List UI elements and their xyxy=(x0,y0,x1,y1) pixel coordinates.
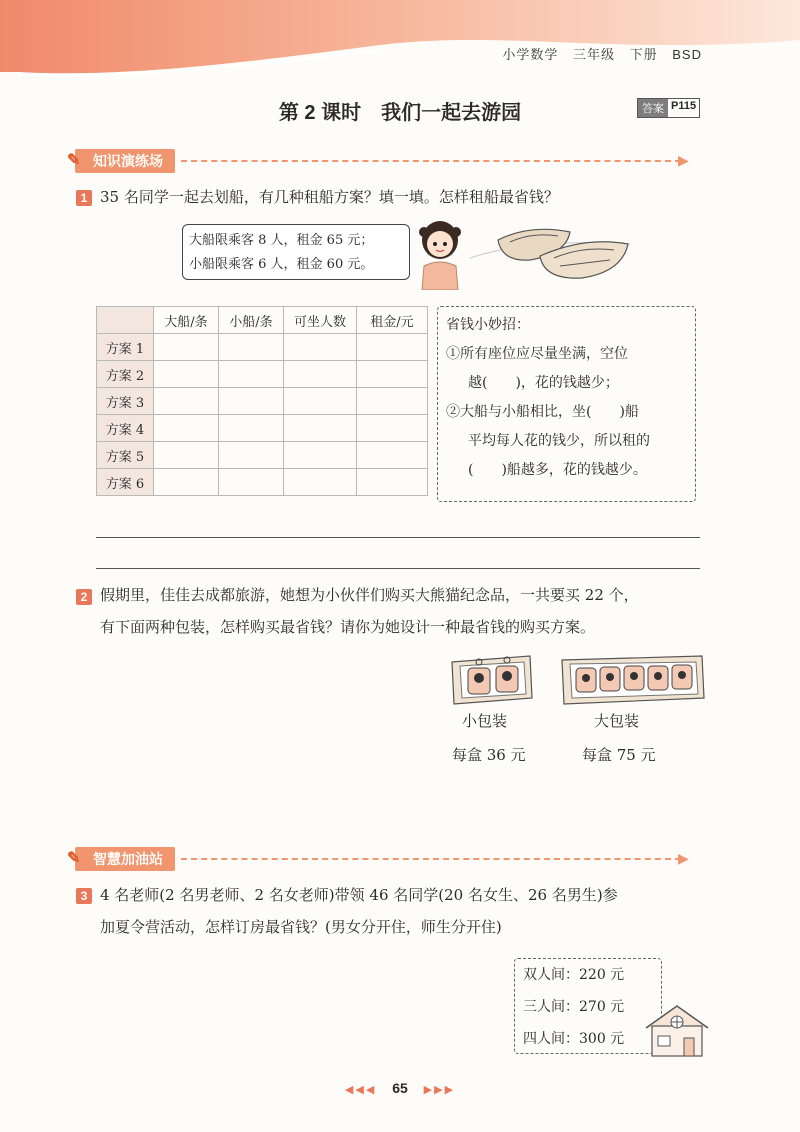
answer-reference xyxy=(637,98,700,118)
section-icon: ✎ xyxy=(67,152,81,169)
section-title-challenge: 智慧加油站 xyxy=(93,851,163,867)
subject-label: 小学数学 xyxy=(502,47,559,62)
answer-cell[interactable] xyxy=(219,442,284,469)
boats-illustration xyxy=(470,218,630,288)
page-number: 65 xyxy=(392,1080,408,1096)
question-3-line-1: 4 名老师(2 名男老师、2 名女老师)带领 46 名同学(20 名女生、26 名男生)参 xyxy=(100,886,618,904)
big-boat-rule: 大船限乘客 8 人，租金 65 元； xyxy=(189,233,374,248)
tip-line: 平均每人花的钱少，所以租的 xyxy=(468,433,650,449)
quad-room-price: 四人间：300 元 xyxy=(523,1031,625,1047)
girl-illustration xyxy=(410,218,470,290)
answer-label: 答案 xyxy=(638,99,668,117)
answer-cell[interactable] xyxy=(357,415,428,442)
answer-cell[interactable] xyxy=(284,442,357,469)
answer-cell[interactable] xyxy=(219,469,284,496)
answer-cell[interactable] xyxy=(357,469,428,496)
page-footer xyxy=(0,1080,800,1096)
header-cost: 租金/元 xyxy=(357,307,428,334)
tip-line: ①所有座位应尽量坐满，空位 xyxy=(446,346,628,362)
grade-label: 三年级 xyxy=(572,47,615,62)
answer-cell[interactable] xyxy=(154,334,219,361)
answer-cell[interactable] xyxy=(284,415,357,442)
answer-cell[interactable] xyxy=(357,361,428,388)
answer-page: P115 xyxy=(671,100,697,112)
section-banner-practice xyxy=(67,150,689,172)
house-illustration xyxy=(640,1002,714,1058)
answer-cell[interactable] xyxy=(154,361,219,388)
question-2-line-2: 有下面两种包装，怎样购买最省钱？请你为她设计一种最省钱的购买方案。 xyxy=(100,618,596,636)
table-corner xyxy=(97,307,154,334)
row-label: 方案 5 xyxy=(97,442,154,469)
small-boat-rule: 小船限乘客 6 人，租金 60 元。 xyxy=(189,257,374,272)
section-banner-challenge xyxy=(67,848,689,870)
answer-cell[interactable] xyxy=(154,415,219,442)
answer-cell[interactable] xyxy=(284,361,357,388)
triple-room-price: 三人间：270 元 xyxy=(523,999,625,1015)
tips-title: 省钱小妙招： xyxy=(446,317,530,333)
answer-cell[interactable] xyxy=(284,388,357,415)
answer-cell[interactable] xyxy=(154,388,219,415)
answer-cell[interactable] xyxy=(357,388,428,415)
question-number-2: 2 xyxy=(76,589,92,605)
table-row xyxy=(97,415,428,442)
table-row xyxy=(97,388,428,415)
question-number-3: 3 xyxy=(76,888,92,904)
table-row xyxy=(97,361,428,388)
answer-line[interactable] xyxy=(96,537,700,538)
section-title-practice: 知识演练场 xyxy=(93,153,163,169)
table-row xyxy=(97,469,428,496)
answer-line[interactable] xyxy=(96,568,700,569)
question-2-line-1: 假期里，佳佳去成都旅游，她想为小伙伴们购买大熊猫纪念品，一共要买 22 个， xyxy=(100,586,639,604)
arrow-icon: ▶ xyxy=(678,153,689,169)
table-row xyxy=(97,442,428,469)
large-package-price: 每盒 75 元 xyxy=(582,746,656,764)
section-icon: ✎ xyxy=(67,850,81,867)
row-label: 方案 2 xyxy=(97,361,154,388)
row-label: 方案 1 xyxy=(97,334,154,361)
large-package-label: 大包装 xyxy=(594,712,640,730)
question-1-text: 35 名同学一起去划船，有几种租船方案？填一填。怎样租船最省钱？ xyxy=(100,188,559,206)
next-arrows-icon: ▶▶▶ xyxy=(423,1084,456,1096)
answer-cell[interactable] xyxy=(154,469,219,496)
book-info xyxy=(492,44,702,63)
question-3-line-2: 加夏令营活动，怎样订房最省钱？(男女分开住，师生分开住) xyxy=(100,918,502,936)
answer-cell[interactable] xyxy=(219,361,284,388)
answer-cell[interactable] xyxy=(284,334,357,361)
header-big-boats: 大船/条 xyxy=(154,307,219,334)
tip-line: 越( )，花的钱越少； xyxy=(468,375,619,391)
table-row xyxy=(97,334,428,361)
small-package-illustration xyxy=(448,650,534,706)
answer-cell[interactable] xyxy=(219,388,284,415)
boat-rules-box xyxy=(182,224,410,280)
edition-label: BSD xyxy=(672,47,702,62)
double-room-price: 双人间：220 元 xyxy=(523,967,625,983)
answer-cell[interactable] xyxy=(154,442,219,469)
lesson-title: 第 2 课时 我们一起去游园 xyxy=(278,102,522,124)
answer-cell[interactable] xyxy=(357,442,428,469)
prev-arrows-icon: ◀◀◀ xyxy=(344,1084,377,1096)
tip-line: ②大船与小船相比，坐( )船 xyxy=(446,404,639,420)
answer-cell[interactable] xyxy=(284,469,357,496)
arrow-icon: ▶ xyxy=(678,851,689,867)
answer-cell[interactable] xyxy=(219,334,284,361)
table-header-row xyxy=(97,307,428,334)
question-number-1: 1 xyxy=(76,190,92,206)
row-label: 方案 4 xyxy=(97,415,154,442)
small-package-price: 每盒 36 元 xyxy=(452,746,526,764)
small-package-label: 小包装 xyxy=(462,712,508,730)
answer-cell[interactable] xyxy=(357,334,428,361)
header-small-boats: 小船/条 xyxy=(219,307,284,334)
answer-cell[interactable] xyxy=(219,415,284,442)
large-package-illustration xyxy=(558,650,706,706)
rental-plan-table xyxy=(96,306,428,496)
money-saving-tips-box xyxy=(437,306,696,502)
volume-label: 下册 xyxy=(629,47,658,62)
row-label: 方案 6 xyxy=(97,469,154,496)
tip-line: ( )船越多，花的钱越少。 xyxy=(468,462,647,478)
header-seats: 可坐人数 xyxy=(284,307,357,334)
row-label: 方案 3 xyxy=(97,388,154,415)
